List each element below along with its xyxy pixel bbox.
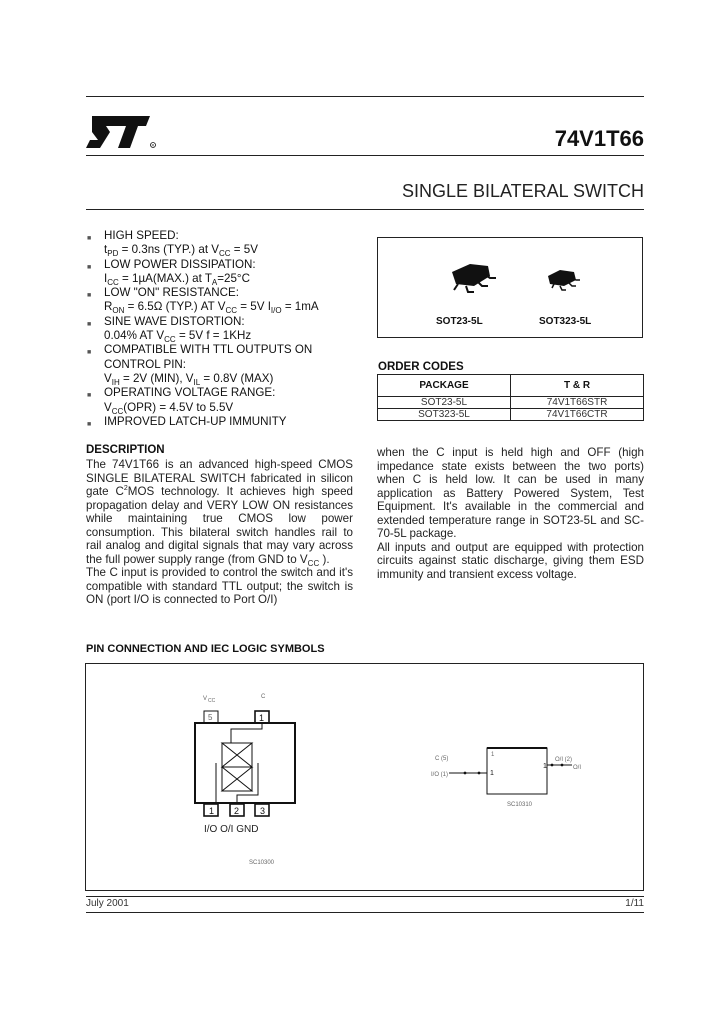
description-paragraph: when the C input is held high and OFF (high impedance state exists between the two ports) when C is held low. It can be used in many application as Battery Powered System, Test Equipment. It's available in the commercial and extended temperature range in SOT23-5L and SC-70-5L package. bbox=[377, 446, 644, 540]
feature-title: SINE WAVE DISTORTION: bbox=[104, 314, 245, 328]
package-label-sot323: SOT323-5L bbox=[539, 316, 592, 327]
table-row bbox=[378, 397, 644, 409]
bullet-icon: ■ bbox=[87, 349, 92, 357]
feature-title: LOW "ON" RESISTANCE: bbox=[104, 286, 239, 300]
feature-detail: $V_{IH} = 2V$ (MIN), $V_{IL} = 0.8V$ (MAX) bbox=[104, 371, 274, 387]
top-rule bbox=[86, 96, 644, 97]
document-subtitle: SINGLE BILATERAL SWITCH bbox=[401, 181, 644, 201]
st-logo bbox=[86, 106, 158, 150]
feature-detail: $I_{CC} = 1\mu A(MAX.)$ at $T_A=25^\circ C$ bbox=[104, 271, 250, 287]
header-rule bbox=[86, 155, 644, 156]
feature-title: HIGH SPEED: bbox=[104, 229, 179, 242]
feature-title: OPERATING VOLTAGE RANGE: bbox=[104, 386, 276, 400]
svg-text:5: 5 bbox=[208, 713, 213, 722]
column-header-package: PACKAGE bbox=[378, 375, 511, 397]
svg-text:3: 3 bbox=[260, 806, 266, 816]
feature-item bbox=[86, 343, 361, 386]
feature-detail: $t_{PD} = 0.3ns$ (TYP.) at $V_{CC} = 5V$ bbox=[104, 243, 258, 259]
svg-text:SC10300: SC10300 bbox=[249, 860, 275, 866]
svg-text:I/O (1): I/O (1) bbox=[431, 772, 449, 778]
feature-item bbox=[86, 229, 361, 258]
bullet-icon: ■ bbox=[87, 420, 92, 428]
column-header-tr: T & R bbox=[511, 375, 644, 397]
st-logo-icon bbox=[86, 106, 158, 150]
feature-title: IMPROVED LATCH-UP IMMUNITY bbox=[104, 414, 287, 428]
table-cell: 74V1T66STR bbox=[511, 397, 644, 409]
iec-logic-symbol bbox=[431, 744, 601, 824]
bullet-icon: ■ bbox=[87, 292, 92, 300]
bullet-icon: ■ bbox=[87, 320, 92, 328]
footer-date: July 2001 bbox=[86, 898, 129, 909]
svg-text:R: R bbox=[151, 143, 155, 148]
description-left-column bbox=[86, 458, 353, 607]
description-paragraph: All inputs and output are equipped with protection circuits against static discharge, giving them ESD immunity and transient excess voltage. bbox=[377, 540, 644, 581]
footer-top-rule bbox=[86, 896, 644, 897]
bullet-icon: ■ bbox=[87, 263, 92, 271]
sot23-package-icon bbox=[448, 260, 504, 296]
feature-item bbox=[86, 386, 361, 415]
package-images-box bbox=[377, 237, 643, 338]
description-paragraph: The 74V1T66 is an advanced high-speed CMOS SINGLE BILATERAL SWITCH fabricated in silicon gate $C^2MOS$ technology. It achieves high speed propagation delay and VERY LOW ON resistances while maintaining true CMOS low power consumption. This bilateral switch handles rail to rail analog and digital signals that may vary across the full power supply range (from GND to $V_{CC}$ ). bbox=[86, 458, 353, 568]
pin-connection-diagram bbox=[181, 684, 341, 874]
svg-text:C (5): C (5) bbox=[435, 756, 449, 762]
feature-title: LOW POWER DISSIPATION: bbox=[104, 257, 256, 271]
description-title: DESCRIPTION bbox=[86, 444, 165, 456]
table-cell: SOT323-5L bbox=[378, 409, 511, 421]
feature-item bbox=[86, 415, 361, 429]
description-right-column bbox=[377, 446, 644, 581]
pin-label-vcc: V bbox=[203, 696, 208, 702]
subtitle-rule bbox=[86, 209, 644, 210]
svg-text:1: 1 bbox=[490, 770, 494, 777]
table-cell: SOT23-5L bbox=[378, 397, 511, 409]
feature-title: COMPATIBLE WITH TTL OUTPUTS ON CONTROL PIN: bbox=[104, 343, 313, 371]
svg-text:CC: CC bbox=[208, 698, 216, 704]
pin-connection-box bbox=[85, 663, 644, 891]
svg-text:SC10310: SC10310 bbox=[507, 802, 533, 808]
footer-bottom-rule bbox=[86, 912, 644, 913]
svg-text:1: 1 bbox=[543, 763, 547, 770]
table-row bbox=[378, 409, 644, 421]
table-header-row bbox=[378, 375, 644, 397]
bullet-icon: ■ bbox=[87, 235, 92, 242]
order-codes-table bbox=[377, 374, 644, 421]
svg-text:C: C bbox=[261, 694, 266, 700]
feature-detail: $R_{ON} = 6.5\Omega$ (TYP.) AT $V_{CC} = 5V$ $I_{I/O} = 1mA$ bbox=[104, 300, 319, 316]
feature-detail: 0.04% AT $V_{CC} = 5V$ f = 1KHz bbox=[104, 329, 252, 345]
bullet-icon: ■ bbox=[87, 392, 92, 400]
svg-text:I/O O/I GND: I/O O/I GND bbox=[204, 824, 259, 835]
table-cell: 74V1T66CTR bbox=[511, 409, 644, 421]
feature-item bbox=[86, 315, 361, 344]
footer-page-number: 1/11 bbox=[625, 898, 644, 909]
order-codes-title: ORDER CODES bbox=[378, 361, 464, 373]
features-list bbox=[86, 229, 361, 429]
svg-text:1: 1 bbox=[491, 752, 495, 758]
pin-connection-title: PIN CONNECTION AND IEC LOGIC SYMBOLS bbox=[86, 643, 325, 655]
svg-text:1: 1 bbox=[259, 713, 265, 723]
part-number: 74V1T66 bbox=[554, 126, 644, 151]
svg-text:2: 2 bbox=[234, 806, 240, 816]
feature-item bbox=[86, 286, 361, 315]
svg-text:1: 1 bbox=[209, 806, 215, 816]
svg-text:O/I (2): O/I (2) bbox=[555, 757, 573, 763]
feature-item bbox=[86, 258, 361, 287]
feature-detail: $V_{CC}(OPR) = 4.5V$ to 5.5V bbox=[104, 400, 234, 416]
svg-text:O/I: O/I bbox=[573, 765, 582, 771]
package-label-sot23: SOT23-5L bbox=[436, 316, 483, 327]
sot323-package-icon bbox=[546, 266, 586, 294]
description-paragraph: The C input is provided to control the switch and it's compatible with standard TTL output; the switch is ON (port I/O is connected to Port O/I) bbox=[86, 566, 353, 606]
